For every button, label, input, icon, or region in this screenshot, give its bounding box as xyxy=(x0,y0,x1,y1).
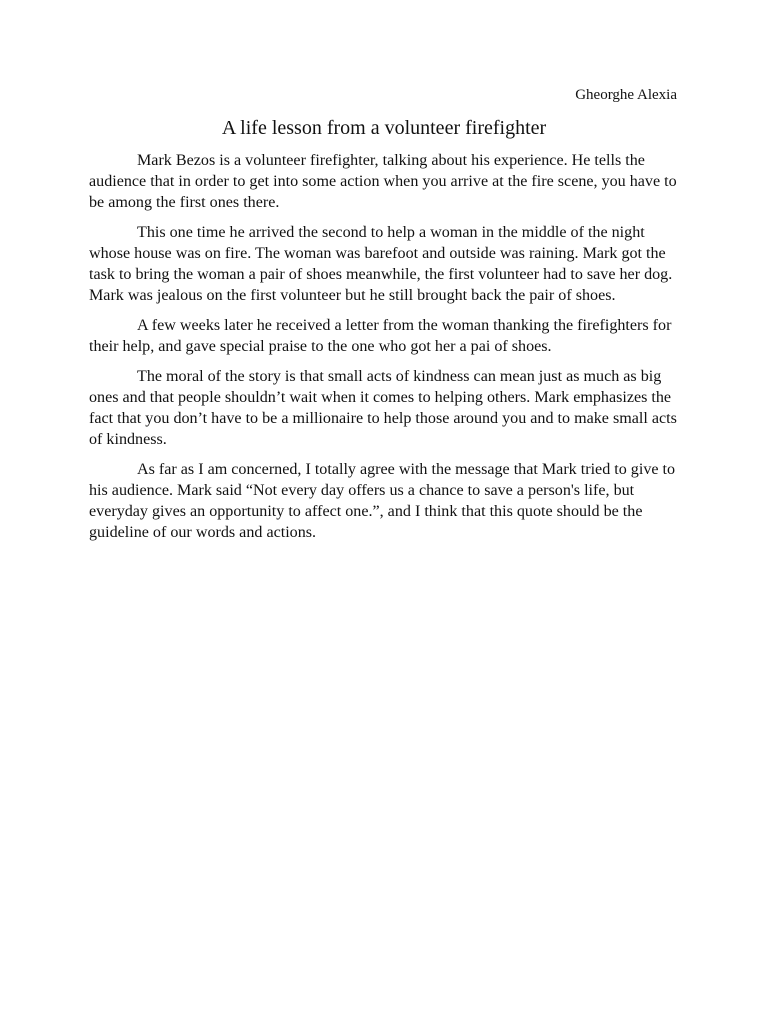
document-title: A life lesson from a volunteer firefighter xyxy=(221,117,547,139)
paragraph-2: This one time he arrived the second to help a woman in the middle of the night whose house was on fire. The woman was barefoot and outside was raining. Mark got the task to bring the woman a pair of shoes meanwhile, the first volunteer had to save her dog. Mark was jealous on the first volunteer but he still brought back the pair of shoes. xyxy=(89,224,673,304)
paragraph-5: As far as I am concerned, I totally agree with the message that Mark tried to give to his audience. Mark said “Not every day offers us a chance to save a person's life, but everyday gives an opportunity to affect one.”, and I think that this quote should be the guideline of our words and actions. xyxy=(89,461,676,541)
document-body xyxy=(89,150,679,552)
paragraph-1: Mark Bezos is a volunteer firefighter, talking about his experience. He tells the audience that in order to get into some action when you arrive at the fire scene, you have to be among the first ones there. xyxy=(89,152,677,211)
paragraph-3: A few weeks later he received a letter from the woman thanking the firefighters for their help, and gave special praise to the one who got her a pai of shoes. xyxy=(89,317,672,355)
paragraph-4: The moral of the story is that small acts of kindness can mean just as much as big ones and that people shouldn’t wait when it comes to helping others. Mark emphasizes the fact that you don’t have to be a millionaire to help those around you and to make small acts of kindness. xyxy=(89,368,677,448)
author-name: Gheorghe Alexia xyxy=(575,87,677,103)
